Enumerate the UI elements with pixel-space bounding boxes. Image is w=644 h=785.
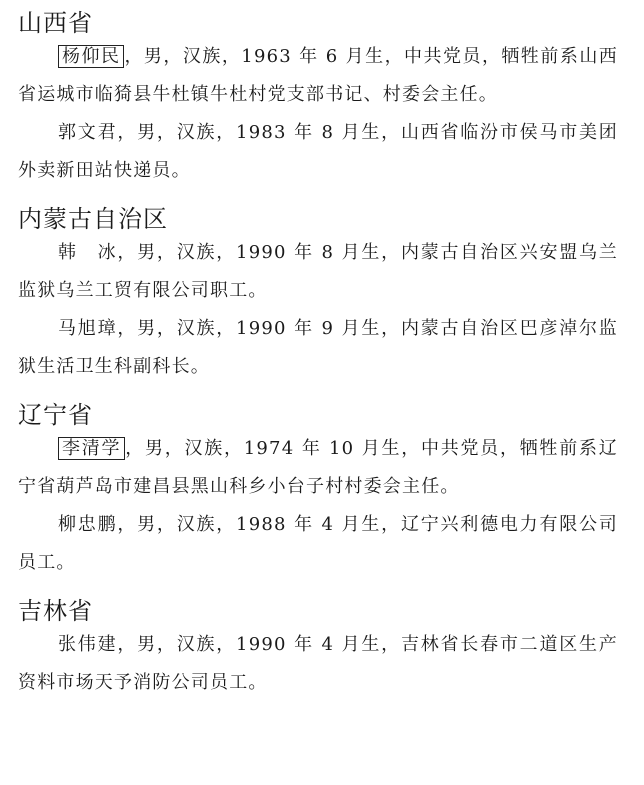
entry [18,234,618,310]
person-name: 马旭璋 [58,318,118,339]
entry-text: ，男，汉族，1990 年 9 月生，内蒙古自治区巴彦淖尔监狱生活卫生科副科长。 [18,318,618,377]
section-inner-mongolia [18,204,618,386]
section-liaoning [18,400,618,582]
section-title: 辽宁省 [18,401,93,429]
section-title: 内蒙古自治区 [18,205,168,233]
person-name: 张伟建 [58,634,118,655]
entry-text: ，男，汉族，1983 年 8 月生，山西省临汾市侯马市美团外卖新田站快递员。 [18,122,618,181]
person-name: 柳忠鹏 [58,514,118,535]
document-page [18,0,618,716]
entry [18,506,618,582]
entry [18,114,618,190]
section-title: 山西省 [18,9,93,37]
entry [18,626,618,702]
section-shanxi [18,8,618,190]
person-name: 李清学 [58,437,125,460]
entry-text: ，男，汉族，1988 年 4 月生，辽宁兴利德电力有限公司员工。 [18,514,618,573]
entry [18,430,618,506]
entry-text: ，男，汉族，1963 年 6 月生，中共党员，牺牲前系山西省运城市临猗县牛杜镇牛杜村党支部书记、村委会主任。 [18,46,618,105]
person-name: 杨仰民 [58,45,124,68]
section-title: 吉林省 [18,597,93,625]
entry-text: ，男，汉族，1990 年 4 月生，吉林省长春市二道区生产资料市场天予消防公司员工。 [18,634,618,693]
entry-text: ，男，汉族，1974 年 10 月生，中共党员，牺牲前系辽宁省葫芦岛市建昌县黑山科乡小台子村村委会主任。 [18,438,618,497]
person-name: 韩 冰 [58,242,118,263]
person-name: 郭文君 [58,122,118,143]
section-jilin [18,596,618,702]
entry-text: ，男，汉族，1990 年 8 月生，内蒙古自治区兴安盟乌兰监狱乌兰工贸有限公司职工。 [18,242,618,301]
entry [18,310,618,386]
entry [18,38,618,114]
